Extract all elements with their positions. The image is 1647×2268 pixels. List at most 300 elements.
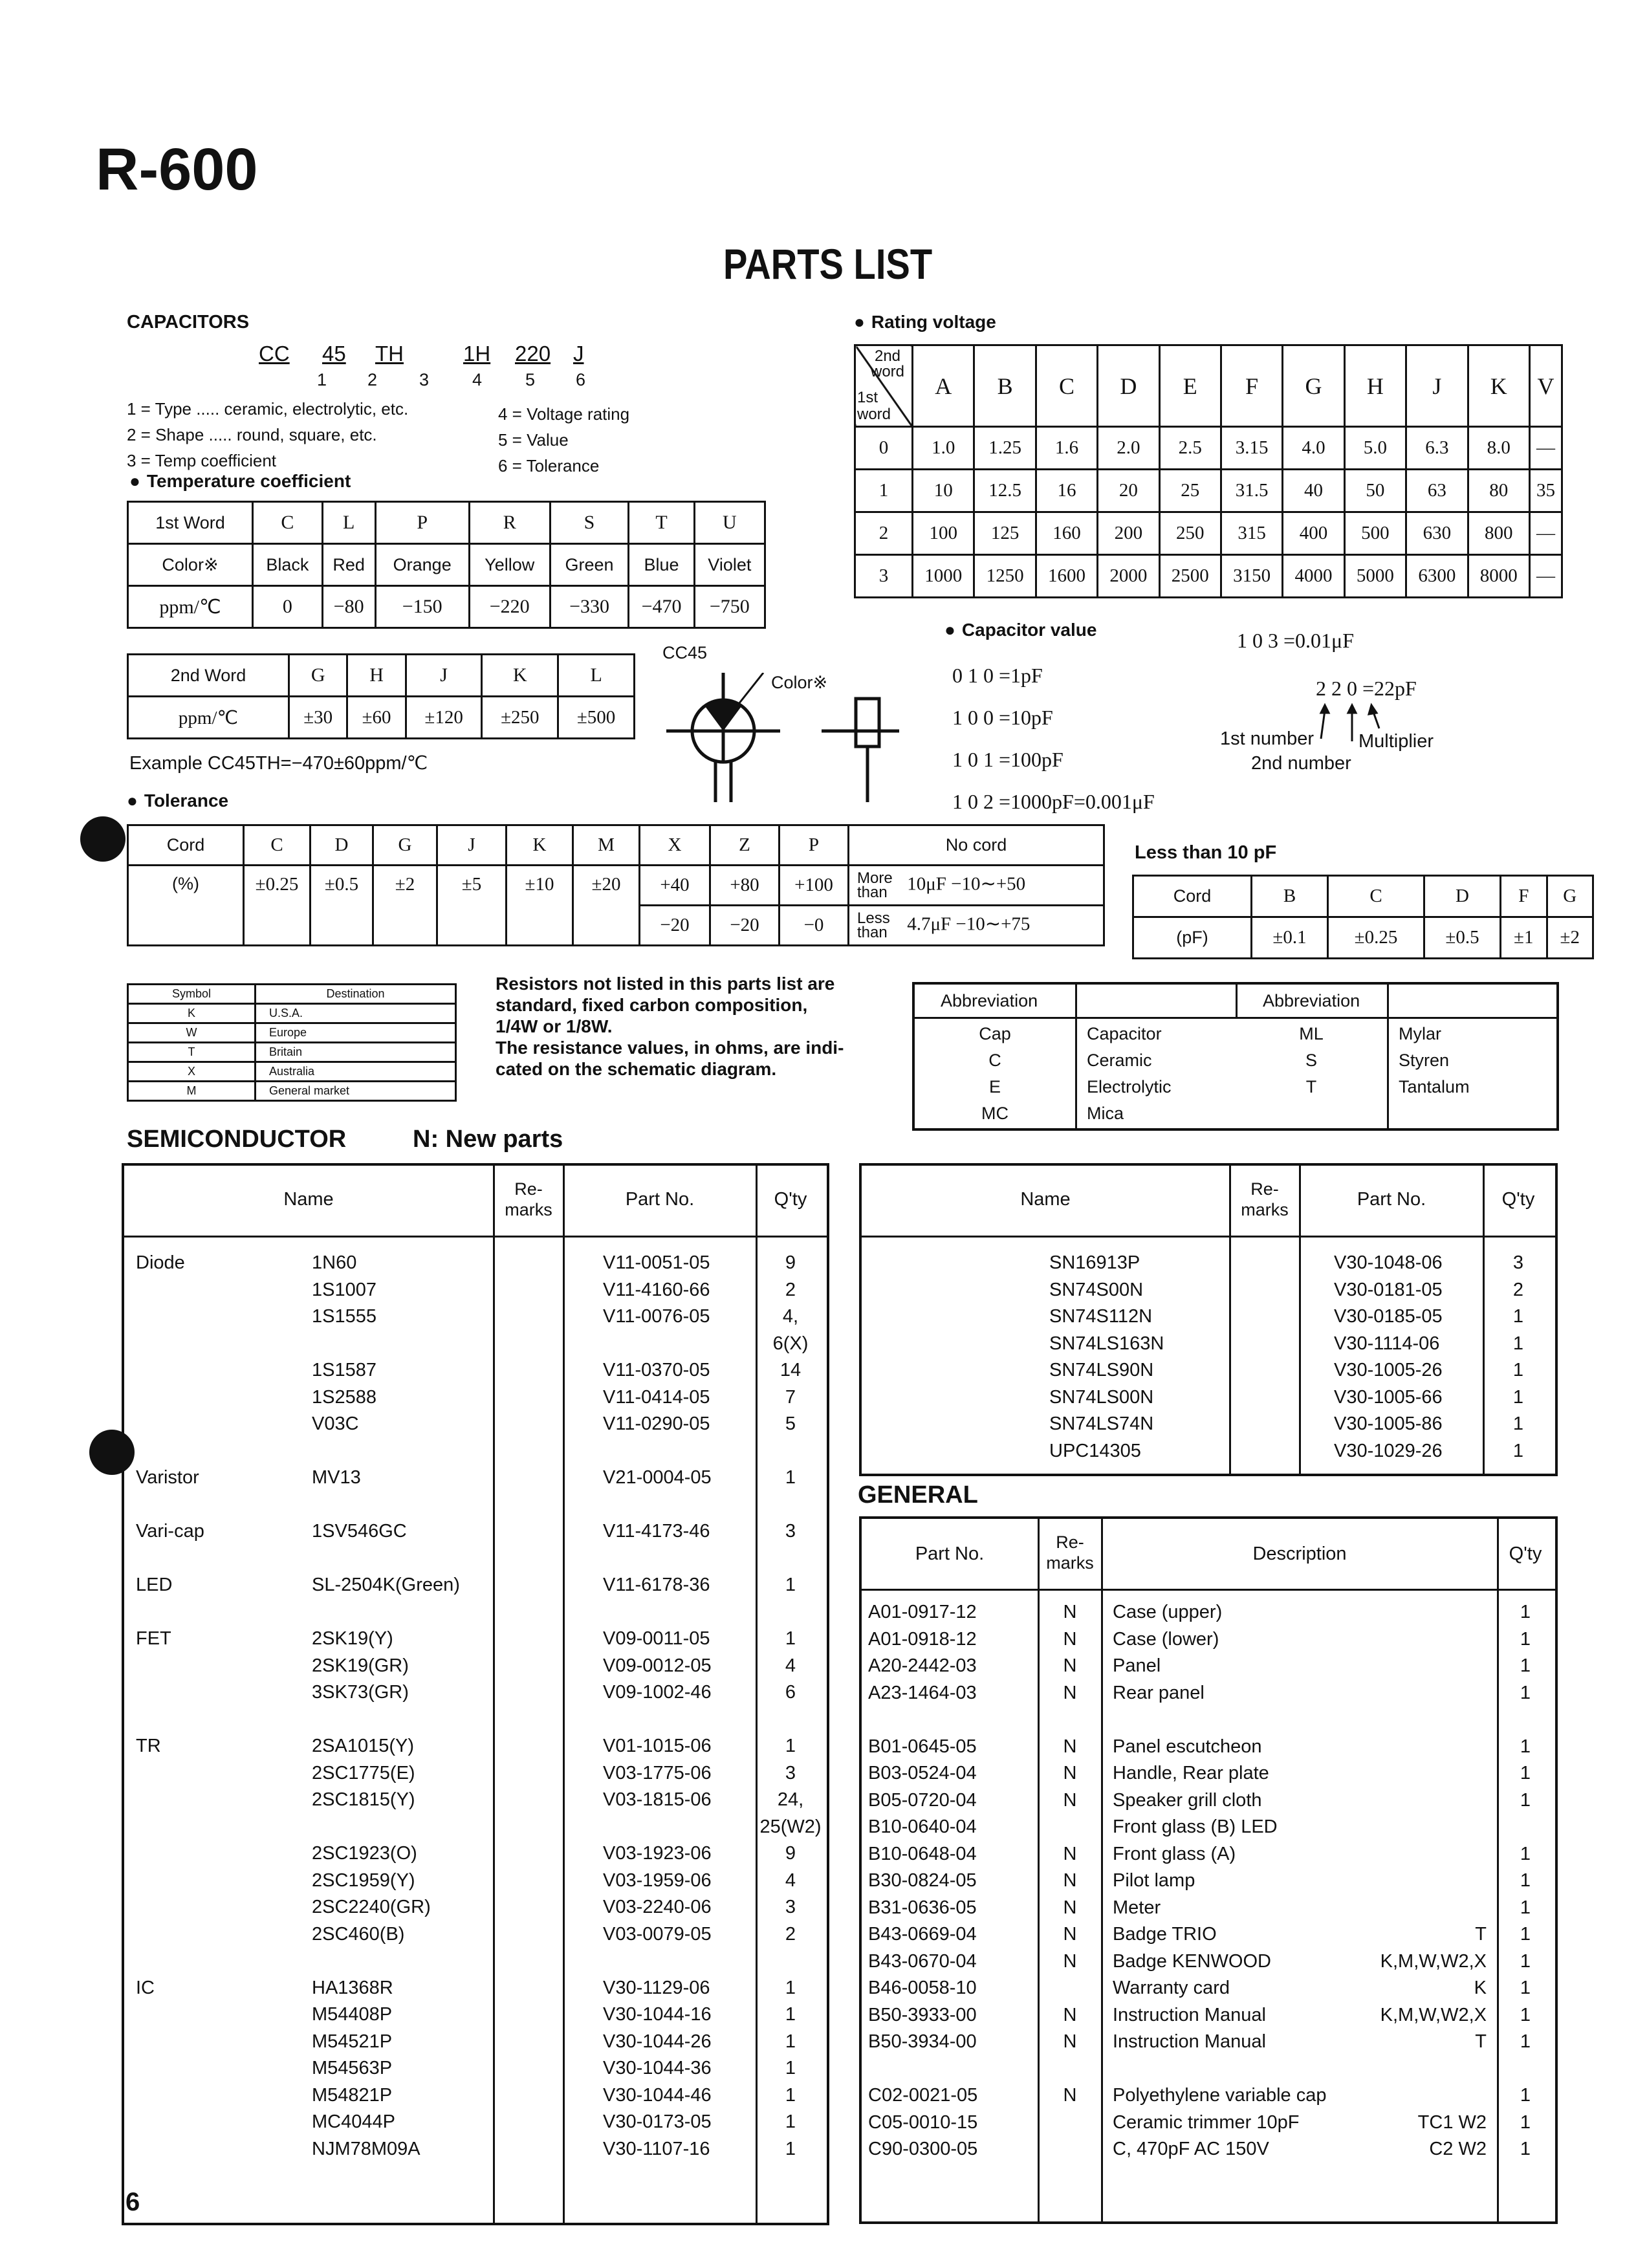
cell: −750 <box>694 586 765 628</box>
general-remarks: N <box>1063 2004 1077 2025</box>
abbr-name: Styren <box>1399 1051 1450 1070</box>
general-part-no: B46-0058-10 <box>868 1978 977 1998</box>
cell: ±120 <box>406 697 482 739</box>
less-10pf-heading: Less than 10 pF <box>1135 842 1277 863</box>
col-head: A <box>913 345 974 427</box>
cell <box>849 866 1104 906</box>
general-remarks: N <box>1063 1655 1077 1676</box>
cell: 400 <box>1283 512 1344 555</box>
semi-name: 2SK19(Y) <box>312 1628 393 1649</box>
cell: K <box>128 1004 256 1023</box>
code-legend-right <box>498 401 629 479</box>
abbr-left-names <box>1087 1021 1172 1127</box>
abbr-name: Tantalum <box>1399 1077 1470 1096</box>
code-part: TH <box>375 342 404 365</box>
first-number-label: 1st number <box>1220 728 1314 749</box>
cell: 0 <box>253 586 323 628</box>
cell: — <box>1529 512 1562 555</box>
semi-qty: 1 <box>785 1575 796 1595</box>
value-line: 1 0 1 =100pF <box>952 748 1063 771</box>
semi-qty: 1 <box>785 1977 796 1998</box>
cell: 2.0 <box>1098 427 1159 470</box>
abbr-code: C <box>988 1051 1001 1070</box>
general-description: Case (lower) <box>1113 1628 1219 1650</box>
cell: 100 <box>913 512 974 555</box>
cell: 1.0 <box>913 427 974 470</box>
general-part-no: B50-3934-00 <box>868 2031 977 2052</box>
multiplier-label: Multiplier <box>1358 731 1434 752</box>
semi-qty: 3 <box>785 1762 796 1783</box>
general-destination: T <box>1475 1924 1487 1945</box>
rating-row <box>855 470 1562 512</box>
general-remarks: N <box>1063 1924 1077 1945</box>
semi-qty: 1 <box>785 2084 796 2106</box>
cell: Yellow <box>469 544 550 586</box>
col-head: V <box>1529 345 1562 427</box>
cell: +40 <box>640 866 710 906</box>
cell: 20 <box>1098 470 1159 512</box>
legend-line: 5 = Value <box>498 430 569 450</box>
cell: U <box>694 502 765 544</box>
semi-qty: 5 <box>785 1413 796 1434</box>
general-destination: T <box>1475 2031 1487 2052</box>
col-qty-head: Q'ty <box>774 1189 807 1210</box>
cell: 1600 <box>1036 555 1097 598</box>
semi-qty: 1 <box>785 2138 796 2159</box>
cell: C <box>253 502 323 544</box>
semi-name: 1S1555 <box>312 1306 376 1327</box>
abbr-name: Ceramic <box>1087 1051 1152 1070</box>
semi-qty: 3 <box>1512 1252 1524 1273</box>
semi-part-no: V03-1815-06 <box>603 1789 712 1810</box>
corner-2nd: 2nd word <box>870 347 905 380</box>
abbr-code: S <box>1305 1051 1317 1070</box>
general-description: Instruction Manual <box>1113 2031 1266 2052</box>
general-qty: 1 <box>1520 1628 1531 1650</box>
nocord-more-label: More than <box>857 869 893 901</box>
legend-line: 2 = Shape ..... round, square, etc. <box>127 425 377 444</box>
semi-name: M54563P <box>312 2058 393 2078</box>
general-part-no: B10-0640-04 <box>868 1816 977 1837</box>
semi-qty: 2 <box>1512 1279 1524 1300</box>
abbreviation-table <box>912 982 1559 1131</box>
cell: ±500 <box>558 697 635 739</box>
temp-example: Example CC45TH=−470±60ppm/℃ <box>129 753 428 774</box>
abbr-name: Mica <box>1087 1104 1124 1123</box>
cell: R <box>469 502 550 544</box>
semi-part-no: V30-1005-26 <box>1334 1360 1443 1380</box>
semi-qty: 9 <box>785 1252 796 1273</box>
general-heading: GENERAL <box>858 1481 978 1509</box>
cell: D <box>1424 876 1501 917</box>
cell: ±10 <box>507 866 573 946</box>
semi-part-no: V30-1129-06 <box>603 1977 710 1998</box>
general-description: Warranty card <box>1113 1978 1230 1998</box>
general-qty: 1 <box>1520 1978 1531 1998</box>
cell: 1st Word <box>128 502 253 544</box>
semi-qty: 2 <box>785 1279 796 1300</box>
cell: 1250 <box>974 555 1036 598</box>
code-num: 3 <box>419 370 430 389</box>
code-part: CC <box>259 342 290 365</box>
col-qty-head: Q'ty <box>1501 1189 1535 1210</box>
semi-name: HA1368R <box>312 1977 393 1998</box>
abbr-code: Cap <box>979 1024 1011 1043</box>
cell: 800 <box>1468 512 1529 555</box>
semi-part-no: V11-4160-66 <box>603 1279 710 1300</box>
cell: 630 <box>1406 512 1468 555</box>
semi-name: MC4044P <box>312 2111 395 2132</box>
cell: −80 <box>322 586 375 628</box>
semi-qty: 3 <box>785 1521 796 1542</box>
general-description: Ceramic trimmer 10pF <box>1113 2111 1300 2133</box>
col-head: C <box>1036 345 1097 427</box>
general-qty: 1 <box>1520 1602 1531 1622</box>
col-remarks-head: Re- marks <box>1046 1532 1094 1573</box>
cell: 3.15 <box>1221 427 1282 470</box>
cell: −0 <box>780 906 849 946</box>
general-qty: 1 <box>1520 2031 1531 2052</box>
general-description: Panel <box>1113 1655 1161 1676</box>
cell: J <box>406 655 482 697</box>
semi-name: MV13 <box>312 1467 361 1488</box>
col-name-head: Name <box>283 1189 334 1210</box>
semi-qty: 14 <box>780 1360 802 1380</box>
general-part-no: C05-0010-15 <box>868 2111 978 2133</box>
general-remarks: N <box>1063 1950 1077 1972</box>
semi-qty: 1 <box>785 2058 796 2078</box>
cell: 500 <box>1344 512 1406 555</box>
general-description: Polyethylene variable cap <box>1113 2085 1327 2106</box>
col-qty-head: Q'ty <box>1509 1543 1542 1564</box>
semi-category: Diode <box>136 1252 185 1273</box>
cell: K <box>482 655 558 697</box>
semi-name: 2SC1815(Y) <box>312 1789 415 1810</box>
semi-category: TR <box>136 1736 161 1756</box>
general-part-no: A01-0917-12 <box>868 1602 977 1622</box>
semi-name: 2SC460(B) <box>312 1923 405 1945</box>
cell: J <box>437 825 507 866</box>
corner-1st: 1st word <box>857 389 891 423</box>
general-part-no: B03-0524-04 <box>868 1763 977 1783</box>
cell: 63 <box>1406 470 1468 512</box>
semi-part-no: V30-1048-06 <box>1334 1252 1443 1273</box>
cell: D <box>311 825 373 866</box>
general-part-no: B01-0645-05 <box>868 1736 977 1757</box>
cell: 3150 <box>1221 555 1282 598</box>
cell: 315 <box>1221 512 1282 555</box>
semi-name: SN74LS74N <box>1049 1413 1154 1434</box>
code-part: 1H <box>463 342 491 365</box>
semi-qty: 4 <box>785 1870 796 1891</box>
note-line: cated on the schematic diagram. <box>496 1059 777 1079</box>
cell: ±60 <box>347 697 406 739</box>
semi-part-no: V09-1002-46 <box>603 1682 712 1703</box>
semi-name: M54408P <box>312 2004 393 2025</box>
cell: 6300 <box>1406 555 1468 598</box>
cell: Cord <box>128 825 244 866</box>
semi-category: LED <box>136 1575 173 1595</box>
cell: 1.25 <box>974 427 1036 470</box>
semi-qty: 9 <box>785 1843 796 1864</box>
col-name-head: Name <box>1020 1189 1071 1210</box>
general-remarks: N <box>1063 1628 1077 1650</box>
semi-name: NJM78M09A <box>312 2138 420 2159</box>
general-part-no: B43-0669-04 <box>868 1924 977 1945</box>
general-description: Pilot lamp <box>1113 1870 1195 1891</box>
general-qty: 1 <box>1520 1870 1531 1891</box>
page-title: PARTS LIST <box>723 240 933 288</box>
semi-name: SN74S112N <box>1049 1306 1153 1327</box>
col-head: G <box>1283 345 1344 427</box>
semi-name: SN74S00N <box>1049 1279 1144 1300</box>
semi-name: 2SC2240(GR) <box>312 1897 431 1917</box>
cell: −220 <box>469 586 550 628</box>
general-description: Front glass (B) LED <box>1113 1816 1278 1837</box>
semi-qty: 1 <box>1512 1440 1524 1461</box>
general-remarks: N <box>1063 1897 1077 1918</box>
cell: 4.0 <box>1283 427 1344 470</box>
legend-line: 3 = Temp coefficient <box>127 451 277 470</box>
cell: 0 <box>855 427 913 470</box>
semi-qty: 1 <box>1512 1386 1524 1408</box>
cell: Red <box>322 544 375 586</box>
semi-name: 2SA1015(Y) <box>312 1736 414 1756</box>
rating-row <box>855 555 1562 598</box>
cell: ppm/℃ <box>128 697 289 739</box>
cell: T <box>128 1043 256 1062</box>
cell: ±2 <box>1547 917 1593 959</box>
abbr-code: T <box>1305 1077 1317 1096</box>
general-part-no: B10-0648-04 <box>868 1843 977 1864</box>
semi-category: Varistor <box>136 1467 199 1488</box>
cell: ±0.5 <box>1424 917 1501 959</box>
cell: S <box>550 502 629 544</box>
note-line: standard, fixed carbon composition, <box>496 995 808 1015</box>
value-line: 0 1 0 =1pF <box>952 664 1043 687</box>
general-remarks: N <box>1063 1763 1077 1783</box>
cell: ±250 <box>482 697 558 739</box>
cell: 200 <box>1098 512 1159 555</box>
first-word-table <box>127 501 766 629</box>
nocord-more-val: 10μF −10∼+50 <box>907 873 1026 895</box>
cell: ±30 <box>289 697 347 739</box>
cell: 50 <box>1344 470 1406 512</box>
cell: ±5 <box>437 866 507 946</box>
less-10pf-table <box>1132 875 1594 959</box>
cell: X <box>128 1062 256 1082</box>
cell: 35 <box>1529 470 1562 512</box>
col-head: H <box>1344 345 1406 427</box>
general-qty: 1 <box>1520 1897 1531 1918</box>
color-label: Color※ <box>771 673 828 692</box>
cell: General market <box>256 1082 456 1101</box>
col-head: J <box>1406 345 1468 427</box>
semi-name: UPC14305 <box>1049 1440 1141 1461</box>
semi-part-no: V09-0012-05 <box>603 1655 712 1676</box>
binder-hole-mark <box>80 816 125 862</box>
abbr-code: E <box>988 1077 1001 1096</box>
cell: ±20 <box>573 866 640 946</box>
cell: ±0.25 <box>244 866 311 946</box>
cell: Z <box>710 825 780 866</box>
abbr-code: ML <box>1299 1024 1324 1043</box>
cell: 5000 <box>1344 555 1406 598</box>
general-qty: 1 <box>1520 1682 1531 1703</box>
cell: 3 <box>855 555 913 598</box>
general-destination: K,M,W,W2,X <box>1380 2004 1487 2025</box>
code-legend-left <box>127 396 408 474</box>
semi-qty: 24, <box>777 1789 804 1810</box>
cc45-label: CC45 <box>662 643 708 662</box>
col-head: E <box>1159 345 1221 427</box>
cell: K <box>507 825 573 866</box>
nocord-less-label: Less than <box>857 909 890 941</box>
general-description: Instruction Manual <box>1113 2004 1266 2025</box>
cell: 1.6 <box>1036 427 1097 470</box>
general-description: Rear panel <box>1113 1682 1205 1703</box>
cell: No cord <box>849 825 1104 866</box>
general-remarks: N <box>1063 2085 1077 2106</box>
general-qty: 1 <box>1520 1950 1531 1972</box>
cell: −20 <box>710 906 780 946</box>
binder-hole-mark <box>89 1430 135 1475</box>
semi-part-no: V11-0370-05 <box>603 1360 710 1380</box>
general-remarks: N <box>1063 1789 1077 1811</box>
cell: 8000 <box>1468 555 1529 598</box>
code-part: 45 <box>322 342 346 365</box>
cell: +100 <box>780 866 849 906</box>
semiconductor-heading: SEMICONDUCTOR <box>127 1126 347 1153</box>
semi-part-no: V21-0004-05 <box>603 1467 712 1488</box>
legend-line: 1 = Type ..... ceramic, electrolytic, etc. <box>127 399 409 419</box>
semi-name: 1S1587 <box>312 1360 376 1380</box>
general-destination: C2 W2 <box>1429 2139 1487 2159</box>
general-description: Case (upper) <box>1113 1602 1223 1622</box>
general-description: C, 470pF AC 150V <box>1113 2139 1269 2159</box>
semi-name: M54821P <box>312 2084 393 2106</box>
general-qty: 1 <box>1520 2085 1531 2106</box>
general-remarks: N <box>1063 1602 1077 1622</box>
general-description: Speaker grill cloth <box>1113 1789 1262 1811</box>
capacitor-code <box>259 342 621 393</box>
cell: ±0.25 <box>1328 917 1424 959</box>
destination-table <box>127 983 457 1102</box>
general-qty: 1 <box>1520 1789 1531 1811</box>
cell: 80 <box>1468 470 1529 512</box>
cell: Australia <box>256 1062 456 1082</box>
semi-name: 2SK19(GR) <box>312 1655 409 1676</box>
cell: 16 <box>1036 470 1097 512</box>
general-part-no: C02-0021-05 <box>868 2085 978 2106</box>
cell: 2.5 <box>1159 427 1221 470</box>
semi-part-no: V30-0181-05 <box>1334 1279 1443 1300</box>
cell: P <box>780 825 849 866</box>
semi-part-no: V30-1044-46 <box>603 2084 712 2106</box>
col-partno-head: Part No. <box>625 1189 695 1210</box>
semi-part-no: V11-6178-36 <box>603 1575 710 1595</box>
cell: C <box>1328 876 1424 917</box>
cell: 8.0 <box>1468 427 1529 470</box>
cell: ±0.5 <box>311 866 373 946</box>
semi-qty: 7 <box>785 1386 796 1408</box>
semi-qty: 1 <box>785 2111 796 2132</box>
cell: U.S.A. <box>256 1004 456 1023</box>
abbr-code: MC <box>981 1104 1009 1123</box>
resistors-note <box>496 973 844 1080</box>
semi-part-no: V03-0079-05 <box>603 1923 712 1945</box>
cell: T <box>629 502 694 544</box>
value-103: 1 0 3 =0.01μF <box>1237 629 1354 652</box>
code-part: 220 <box>515 342 551 365</box>
semi-qty: 1 <box>1512 1333 1524 1354</box>
col-head: B <box>974 345 1036 427</box>
semi-name: 1SV546GC <box>312 1521 407 1542</box>
general-description: Handle, Rear plate <box>1113 1763 1269 1783</box>
general-qty: 1 <box>1520 2139 1531 2159</box>
cell: W <box>128 1023 256 1043</box>
semi-part-no: V30-1107-16 <box>603 2138 710 2159</box>
abbr-right-names <box>1399 1021 1470 1100</box>
semi-part-no: V30-1044-16 <box>603 2004 712 2025</box>
semi-part-no: V30-1114-06 <box>1334 1333 1440 1354</box>
semi-part-no: V11-0414-05 <box>603 1386 710 1408</box>
cell: Black <box>253 544 323 586</box>
cell: 4000 <box>1283 555 1344 598</box>
cell: Blue <box>629 544 694 586</box>
semi-name: V03C <box>312 1413 359 1434</box>
cell <box>849 906 1104 946</box>
semi-part-no: V11-4173-46 <box>603 1521 710 1542</box>
general-description: Meter <box>1113 1897 1161 1918</box>
value-220-example: 2 2 0 =22pF <box>1316 677 1417 700</box>
semi-name: 3SK73(GR) <box>312 1682 409 1703</box>
col-remarks-head: Re- marks <box>1241 1179 1289 1219</box>
cell: 1 <box>855 470 913 512</box>
semi-part-no: V30-1044-26 <box>603 2031 712 2052</box>
cell: ppm/℃ <box>128 586 253 628</box>
semi-qty: 1 <box>785 1736 796 1756</box>
abbr-head-left: Abbreviation <box>941 991 1038 1010</box>
value-line: 1 0 0 =10pF <box>952 706 1053 729</box>
semi-name: SN74LS90N <box>1049 1360 1154 1380</box>
general-part-no: B31-0636-05 <box>868 1897 977 1918</box>
code-num: 1 <box>317 370 327 389</box>
cell: −470 <box>629 586 694 628</box>
semi-qty: 3 <box>785 1897 796 1917</box>
general-remarks: N <box>1063 2031 1077 2052</box>
semiconductor-table-left <box>122 1163 829 2225</box>
general-part-no: A20-2442-03 <box>868 1655 977 1676</box>
cell: G <box>373 825 437 866</box>
semi-part-no: V30-1005-86 <box>1334 1413 1443 1434</box>
semi-part-no: V01-1015-06 <box>603 1736 712 1756</box>
cell: Green <box>550 544 629 586</box>
cell: M <box>573 825 640 866</box>
general-remarks: N <box>1063 1870 1077 1891</box>
semi-name: SN74LS00N <box>1049 1386 1154 1408</box>
general-table <box>859 1516 1558 2224</box>
general-destination: TC1 W2 <box>1417 2111 1487 2133</box>
cell: Violet <box>694 544 765 586</box>
general-description: Panel escutcheon <box>1113 1736 1262 1757</box>
semi-name: 1S1007 <box>312 1279 376 1300</box>
semi-qty: 1 <box>1512 1360 1524 1380</box>
semi-part-no: V30-0173-05 <box>603 2111 712 2132</box>
cell: 6.3 <box>1406 427 1468 470</box>
cell: F <box>1501 876 1547 917</box>
temp-coefficient-heading: ● Temperature coefficient <box>129 471 351 492</box>
